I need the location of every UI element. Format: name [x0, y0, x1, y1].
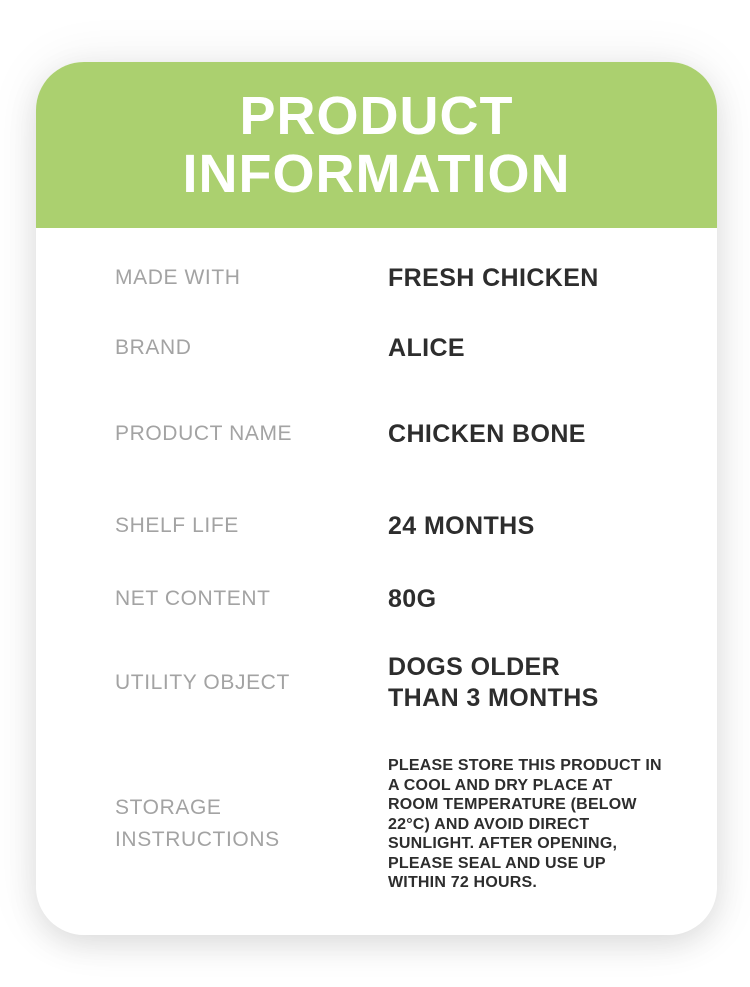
page-title-line2: INFORMATION [182, 144, 571, 204]
row-shelf-life [115, 510, 677, 542]
row-storage-instructions [115, 756, 677, 893]
page-title-line1: PRODUCT [239, 86, 514, 146]
row-made-with [115, 262, 677, 294]
storage-instructions-text: PLEASE STORE THIS PRODUCT IN A COOL AND DRY PLACE AT ROOM TEMPERATURE (BELOW 22°C) AND AVOID DIRECT SUNLIGHT. AFTER OPENING, PLEASE SEAL AND USE UP WITHIN 72 HOURS. [388, 757, 662, 891]
row-label: SHELF LIFE [115, 514, 239, 537]
row-label: BRAND [115, 336, 192, 359]
row-utility-object [115, 652, 677, 714]
row-value: DOGS OLDER THAN 3 MONTHS [388, 653, 599, 712]
row-label: PRODUCT NAME [115, 422, 293, 445]
row-label: NET CONTENT [115, 587, 271, 610]
row-net-content [115, 583, 677, 615]
page-title [183, 87, 571, 203]
row-label: UTILITY OBJECT [115, 671, 290, 694]
row-product-name [115, 418, 677, 450]
row-value: FRESH CHICKEN [388, 263, 599, 292]
row-label: STORAGE INSTRUCTIONS [115, 796, 280, 852]
row-value: 80G [388, 584, 437, 613]
row-value: CHICKEN BONE [388, 419, 586, 448]
row-value: 24 MONTHS [388, 511, 535, 540]
info-rows [36, 228, 717, 893]
row-label: MADE WITH [115, 266, 241, 289]
row-brand [115, 332, 677, 364]
product-info-card [36, 62, 717, 935]
card-header [36, 62, 717, 228]
row-value: ALICE [388, 333, 465, 362]
